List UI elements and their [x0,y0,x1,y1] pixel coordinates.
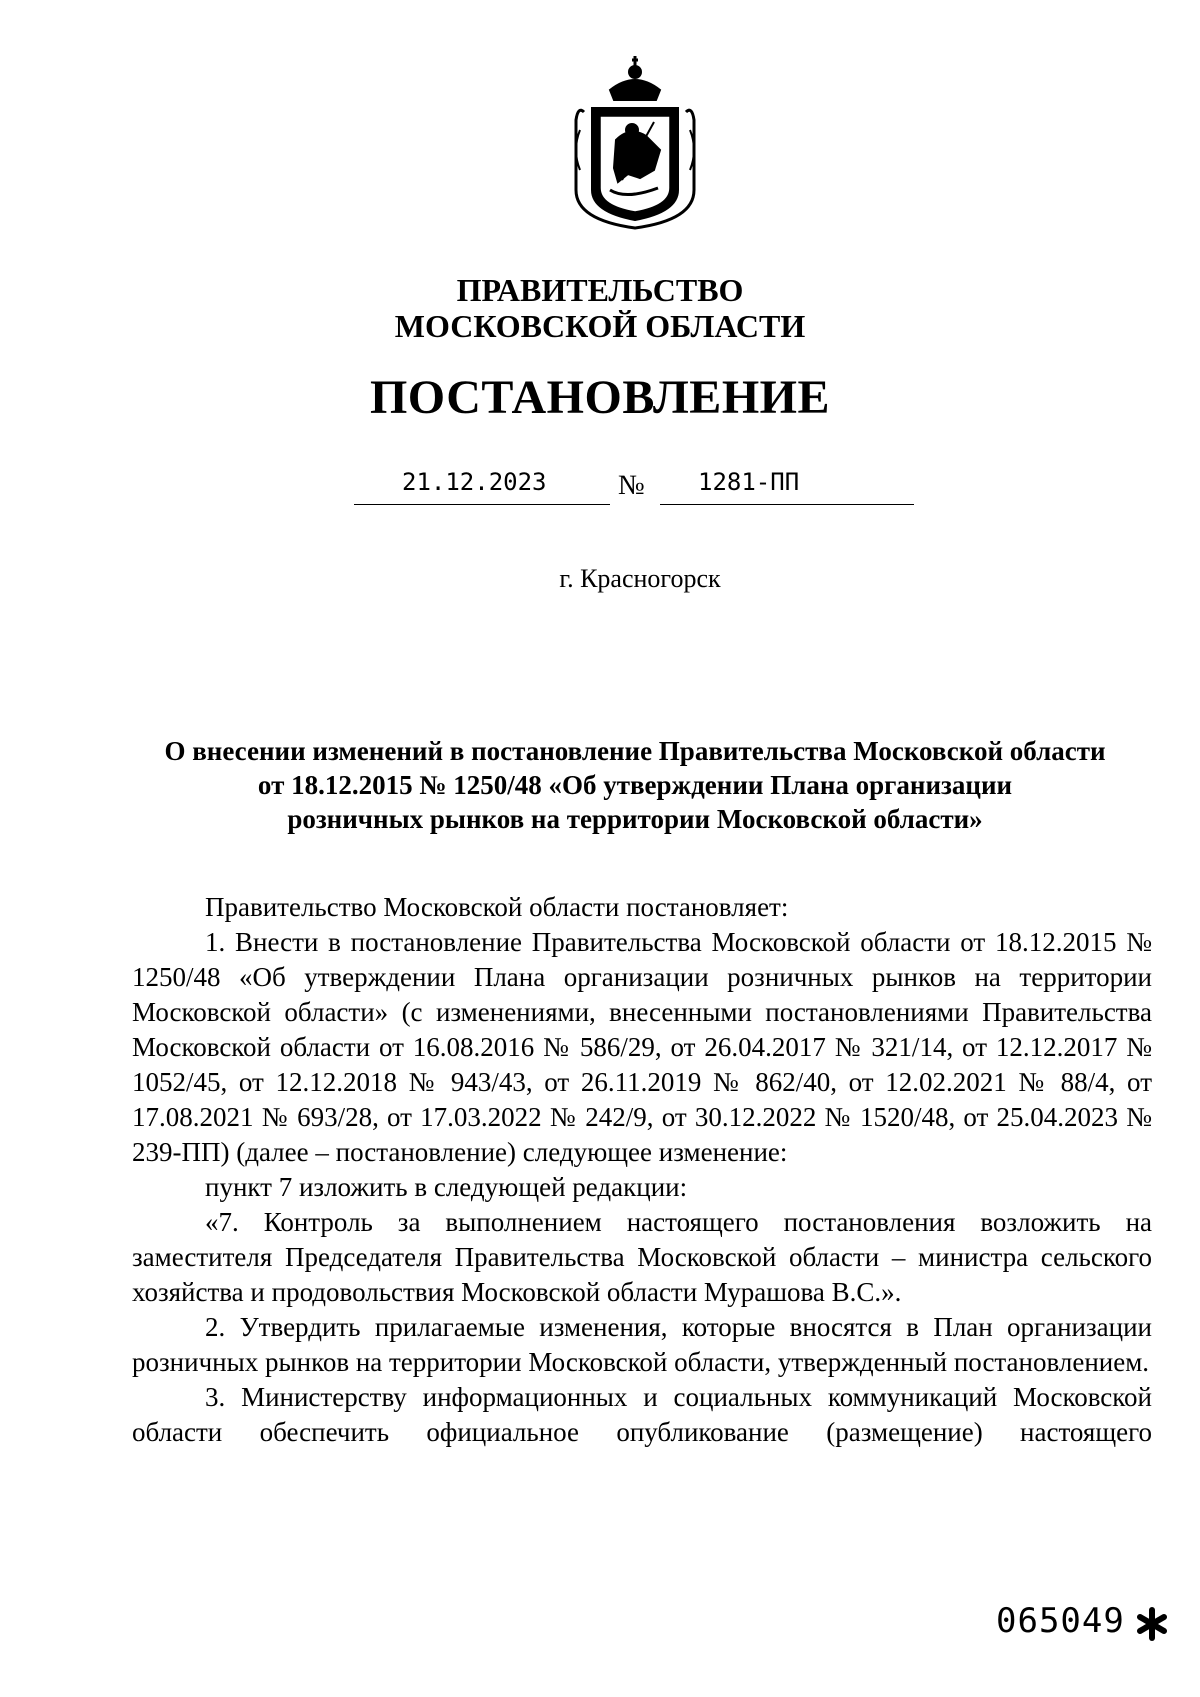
date-field [354,464,610,505]
body-paragraph-item-3: 3. Министерству информационных и социальных коммуникаций Московской области обеспечить официальное опубликование (размещение) настоящего [132,1382,1152,1447]
form-serial-number: 065049 [996,1601,1125,1641]
coat-of-arms-icon [570,50,700,232]
document-title [130,734,1140,836]
title-line: от 18.12.2015 № 1250/48 «Об утверждении Плана организации [257,770,1013,800]
city-line: г. Красногорск [559,564,721,593]
document-number: 1281-ПП [698,468,800,496]
asterisk-icon [1134,1606,1170,1642]
title-line: розничных рынков на территории Московской области» [287,804,983,834]
number-sign: № [618,470,645,501]
body-paragraph-item-1-quote: «7. Контроль за выполнением настоящего постановления возложить на заместителя Председателя Правительства Московской области – министра сельского хозяйства и продовольствия Московской области Мурашова В.С.». [132,1207,1152,1307]
document-type-heading: ПОСТАНОВЛЕНИЕ [369,371,831,424]
organization-name-line2: МОСКОВСКОЙ ОБЛАСТИ [394,308,806,344]
body-paragraph-preamble: Правительство Московской области постановляет: [205,892,789,922]
organization-name-line1: ПРАВИТЕЛЬСТВО [456,272,744,308]
body-paragraph-item-1-sub: пункт 7 изложить в следующей редакции: [205,1172,688,1202]
document-body [132,890,1152,1450]
body-paragraph-item-2: 2. Утвердить прилагаемые изменения, которые вносятся в План организации розничных рынков на территории Московской области, утвержденный постановлением. [132,1312,1152,1377]
number-field [660,464,914,505]
body-paragraph-item-1: 1. Внести в постановление Правительства Московской области от 18.12.2015 № 1250/48 «Об утверждении Плана организации розничных рынков на территории Московской области» (с изменениями, внесенными постановлениями Правительства Московской области от 16.08.2016 № 586/29, от 26.04.2017 № 321/14, от 12.12.2017 № 1052/45, от 12.12.2018 № 943/43, от 26.11.2019 № 862/40, от 12.02.2021 № 88/4, от 17.08.2021 № 693/28, от 17.03.2022 № 242/9, от 30.12.2022 № 1520/48, от 25.04.2023 № 239-ПП) (далее – постановление) следующее изменение: [132,927,1152,1167]
title-line: О внесении изменений в постановление Правительства Московской области [164,736,1106,766]
document-date: 21.12.2023 [402,468,547,496]
